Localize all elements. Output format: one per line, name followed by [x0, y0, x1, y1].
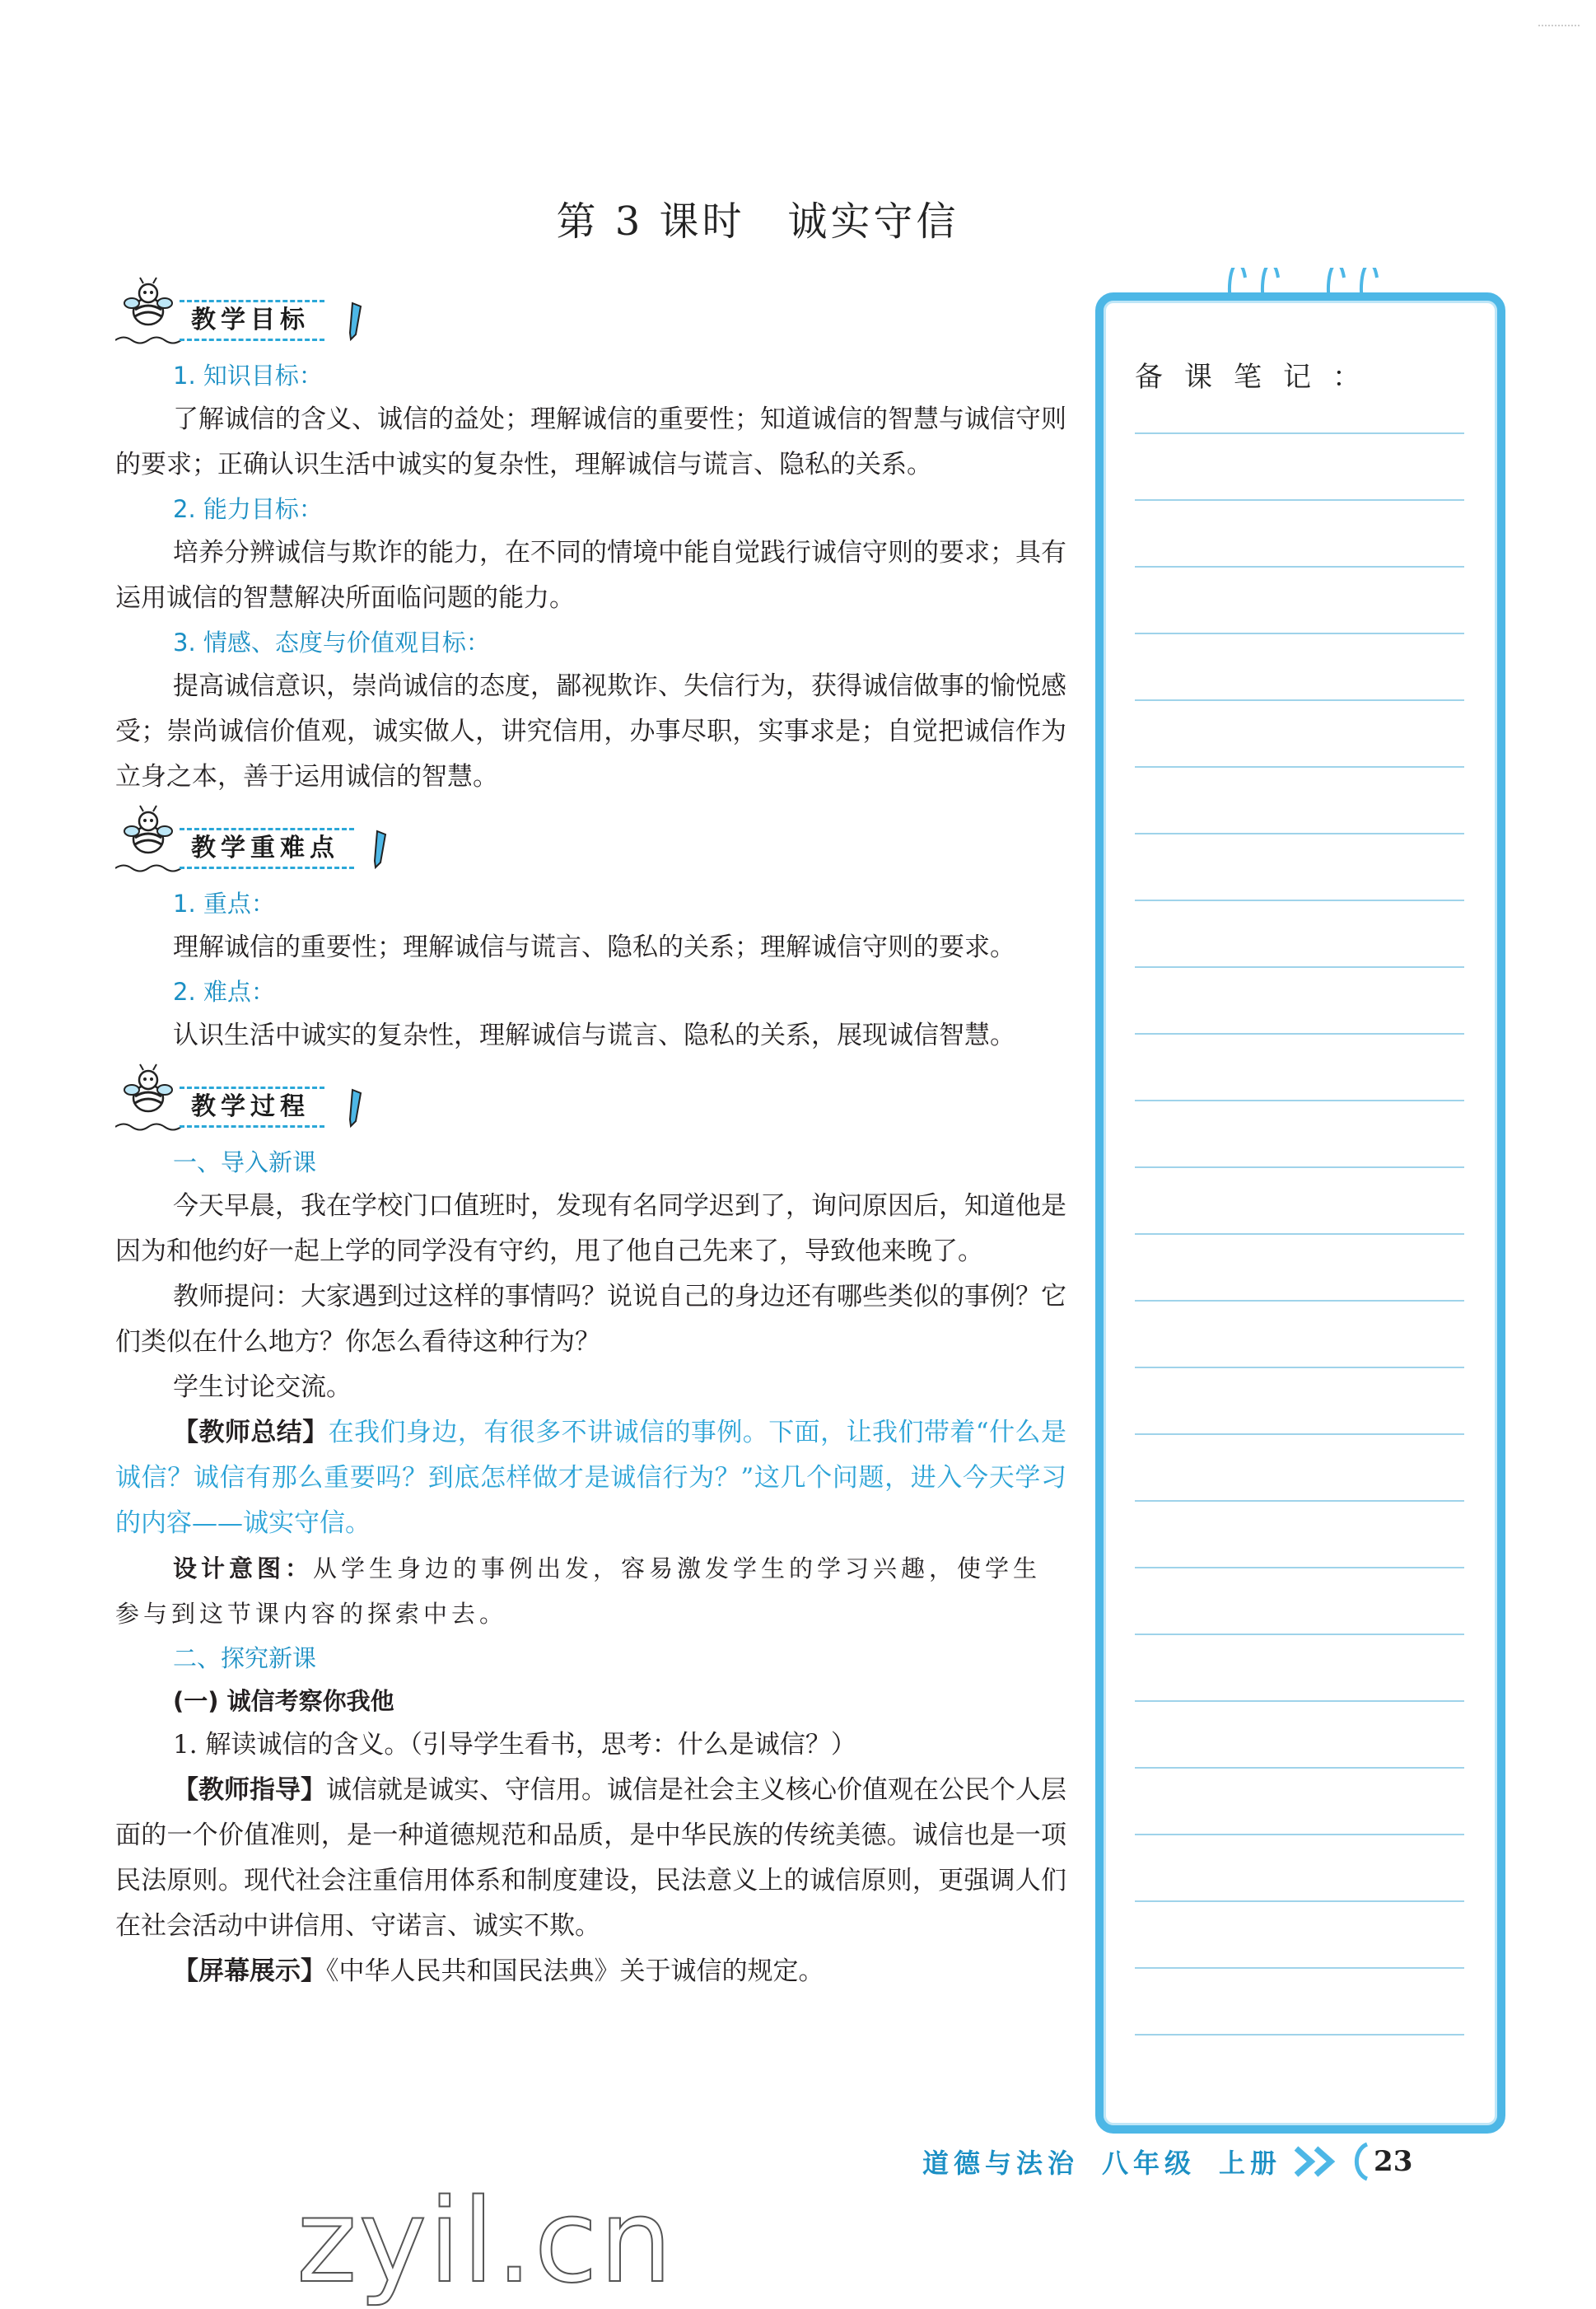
- point-paragraph: 1. 解读诚信的含义。（引导学生看书，思考：什么是诚信？）: [173, 1730, 856, 1760]
- section-header-goals: [115, 277, 1066, 348]
- subsection-heading: (一) 诚信考察你我他: [173, 1687, 394, 1715]
- notes-title: 备课笔记：: [1135, 361, 1382, 394]
- note-line: [1135, 1166, 1464, 1168]
- footer-volume: 上册: [1219, 2148, 1282, 2179]
- watermark-text: zyil.cn: [296, 2175, 674, 2309]
- note-line: [1135, 1300, 1464, 1302]
- keypoint-label: 2. 难点：: [173, 978, 275, 1006]
- note-line: [1135, 1900, 1464, 1902]
- wave-decoration: [115, 334, 189, 346]
- section-heading: 教学过程: [180, 1087, 324, 1128]
- screen-text: 《中华人民共和国民法典》关于诚信的规定。: [326, 1956, 824, 1986]
- pencil-icon: [348, 301, 366, 341]
- note-line: [1135, 1233, 1464, 1235]
- goal-text: 提高诚信意识，崇尚诚信的态度，鄙视欺诈、失信行为，获得诚信做事的愉悦感受；崇尚诚信价值观，诚实做人，讲究信用，办事尽职，实事求是；自觉把诚信作为立身之本，善于运用诚信的智慧。: [115, 671, 1066, 792]
- keypoint-text: 理解诚信的重要性；理解诚信与谎言、隐私的关系；理解诚信守则的要求。: [173, 932, 1015, 962]
- question-paragraph: 教师提问：大家遇到过这样的事情吗？说说自己的身边还有哪些类似的事例？它们类似在什么地方？你怎么看待这种行为？: [115, 1282, 1066, 1357]
- goal-label: 1. 知识目标：: [173, 362, 323, 390]
- note-line: [1135, 499, 1464, 501]
- bee-icon: [115, 805, 181, 871]
- page-title: 第 3 课时 诚实守信: [556, 199, 959, 245]
- note-line: [1135, 966, 1464, 968]
- section-header-process: [115, 1063, 1066, 1134]
- goal-text: 培养分辨诚信与欺诈的能力，在不同的情境中能自觉践行诚信守则的要求；具有运用诚信的智慧解决所面临问题的能力。: [115, 538, 1066, 613]
- goal-label: 2. 能力目标：: [173, 495, 323, 523]
- design-intent: [115, 1546, 1066, 1637]
- note-line: [1135, 1100, 1464, 1101]
- note-line: [1135, 1700, 1464, 1702]
- teacher-guide: [115, 1768, 1066, 1949]
- discussion-paragraph: 学生讨论交流。: [173, 1372, 352, 1402]
- goal-text: 了解诚信的含义、诚信的益处；理解诚信的重要性；知道诚信的智慧与诚信守则的要求；正确认识生活中诚实的复杂性，理解诚信与谎言、隐私的关系。: [115, 404, 1066, 479]
- page-number: 23: [1374, 2145, 1413, 2178]
- screen-tag: 【屏幕展示】: [173, 1956, 326, 1986]
- pencil-icon: [348, 1088, 366, 1128]
- part-label: 一、导入新课: [173, 1148, 317, 1176]
- keypoint-text: 认识生活中诚实的复杂性，理解诚信与谎言、隐私的关系，展现诚信智慧。: [173, 1021, 1015, 1050]
- guide-tag: 【教师指导】: [173, 1775, 326, 1805]
- lesson-notes-panel: [1095, 292, 1505, 2134]
- section-header-keypoints: [115, 805, 1066, 876]
- footer-grade: 八年级: [1102, 2148, 1197, 2179]
- keypoint-label: 1. 重点：: [173, 890, 275, 918]
- screen-display: [115, 1949, 1066, 1994]
- note-line: [1135, 1767, 1464, 1769]
- note-line: [1135, 766, 1464, 768]
- note-line: [1135, 833, 1464, 834]
- goal-label: 3. 情感、态度与价值观目标：: [173, 629, 490, 657]
- note-line: [1135, 2034, 1464, 2036]
- section-heading: 教学重难点: [180, 828, 354, 869]
- summary-text: 在我们身边，有很多不讲诚信的事例。下面，让我们带着“什么是诚信？诚信有那么重要吗？到底怎样做才是诚信行为？”这几个问题，进入今天学习的内容——诚实守信。: [115, 1418, 1066, 1538]
- note-line: [1135, 432, 1464, 434]
- bee-icon: [115, 277, 181, 343]
- corner-mark: [1538, 25, 1580, 30]
- note-line: [1135, 633, 1464, 634]
- wave-decoration: [115, 1121, 189, 1133]
- page-footer: [922, 2137, 1412, 2186]
- note-line: [1135, 900, 1464, 901]
- wave-decoration: [115, 862, 189, 874]
- intro-paragraph: 今天早晨，我在学校门口值班时，发现有名同学迟到了，询问原因后，知道他是因为和他约好一起上学的同学没有守约，甩了他自己先来了，导致他来晚了。: [115, 1191, 1066, 1266]
- note-line: [1135, 1433, 1464, 1435]
- note-line: [1135, 1033, 1464, 1035]
- part-label: 二、探究新课: [173, 1644, 317, 1672]
- note-line: [1135, 1834, 1464, 1835]
- bee-icon: [115, 1063, 181, 1129]
- double-chevron-icon: [1293, 2145, 1351, 2178]
- note-line: [1135, 1967, 1464, 1969]
- guide-text: 诚信就是诚实、守信用。诚信是社会主义核心价值观在公民个人层面的一个价值准则，是一种道德规范和品质，是中华民族的传统美德。诚信也是一项民法原则。现代社会注重信用体系和制度建设，民法意义上的诚信原则，更强调人们在社会活动中讲信用、守诺言、诚实不欺。: [115, 1775, 1066, 1941]
- note-line: [1135, 1367, 1464, 1368]
- intent-text: 从学生身边的事例出发，容易激发学生的学习兴趣，使学生参与到这节课内容的探索中去。: [115, 1554, 1042, 1628]
- footer-subject: 道德与法治: [922, 2148, 1080, 2179]
- intent-tag: 设计意图：: [173, 1554, 314, 1582]
- bracket-icon: [1351, 2141, 1369, 2182]
- note-line: [1135, 1500, 1464, 1502]
- note-line: [1135, 1567, 1464, 1568]
- section-heading: 教学目标: [180, 300, 324, 341]
- note-line: [1135, 699, 1464, 701]
- main-column: [115, 272, 1066, 1994]
- note-line: [1135, 566, 1464, 568]
- summary-tag: 【教师总结】: [173, 1418, 329, 1447]
- pencil-icon: [372, 830, 390, 869]
- note-line: [1135, 1634, 1464, 1635]
- teacher-summary: [115, 1410, 1066, 1546]
